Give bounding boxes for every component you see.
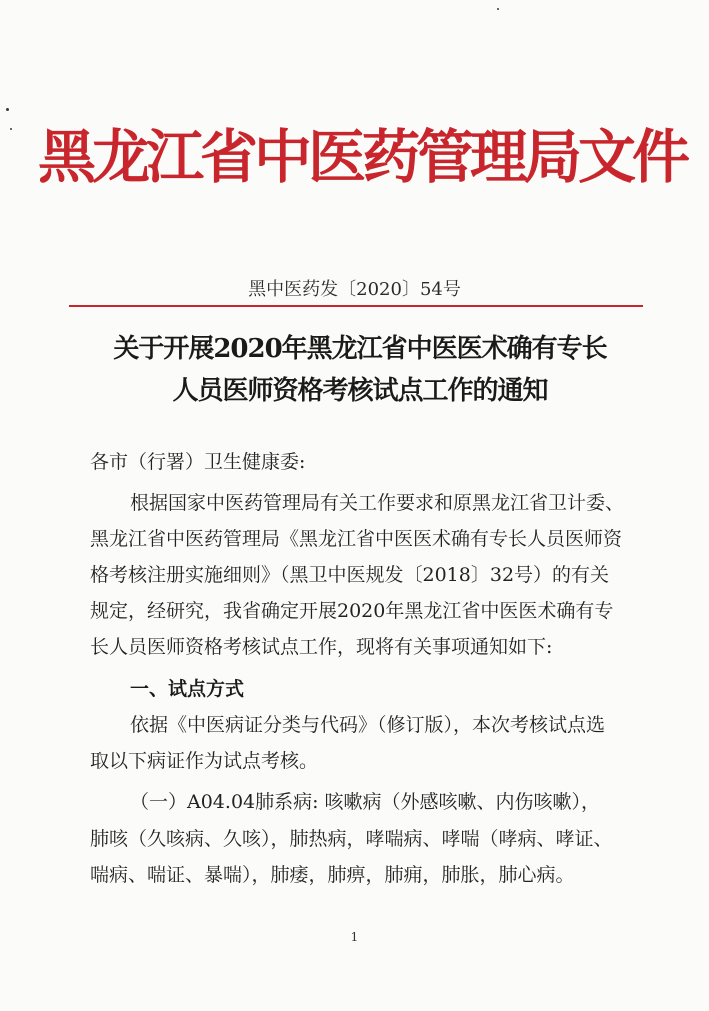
- document-header-title: 黑龙江省中医药管理局文件: [38, 123, 687, 191]
- scan-speck: [10, 128, 12, 130]
- paragraph-line: 长人员医师资格考核试点工作，现将有关事项通知如下:: [90, 636, 553, 658]
- paragraph-line: 根据国家中医药管理局有关工作要求和原黑龙江省卫计委、: [130, 492, 625, 514]
- scan-speck: [497, 8, 499, 10]
- paragraph-line: 黑龙江省中医药管理局《黑龙江省中医医术确有专长人员医师资: [90, 528, 623, 550]
- paragraph-line: 规定，经研究，我省确定开展2020年黑龙江省中医医术确有专: [90, 600, 614, 622]
- header-divider: [69, 305, 643, 307]
- paragraph-line: 格考核注册实施细则》（黑卫中医规发〔2018〕32号）的有关: [90, 564, 610, 586]
- addressee: 各市（行署）卫生健康委:: [90, 451, 306, 473]
- notice-title-line-1: 关于开展2020年黑龙江省中医医术确有专长: [113, 334, 607, 364]
- notice-title-line-2: 人员医师资格考核试点工作的通知: [172, 376, 548, 406]
- paragraph-line: （一）A04.04肺系病: 咳嗽病（外感咳嗽、内伤咳嗽），: [130, 791, 601, 813]
- document-number: 黑中医药发〔2020〕54号: [248, 279, 461, 300]
- section-heading: 一、试点方式: [130, 678, 245, 700]
- paragraph-line: 喘病、喘证、暴喘），肺痿，肺痹，肺痈，肺胀，肺心病。: [90, 864, 575, 886]
- paragraph-line: 取以下病证作为试点考核。: [90, 750, 319, 772]
- paragraph-line: 依据《中医病证分类与代码》（修订版），本次考核试点选: [130, 714, 606, 736]
- paragraph-line: 肺咳（久咳病、久咳），肺热病，哮喘病、哮喘（哮病、哮证、: [90, 828, 613, 850]
- page-number: 1: [350, 930, 359, 944]
- scan-speck: [6, 108, 9, 111]
